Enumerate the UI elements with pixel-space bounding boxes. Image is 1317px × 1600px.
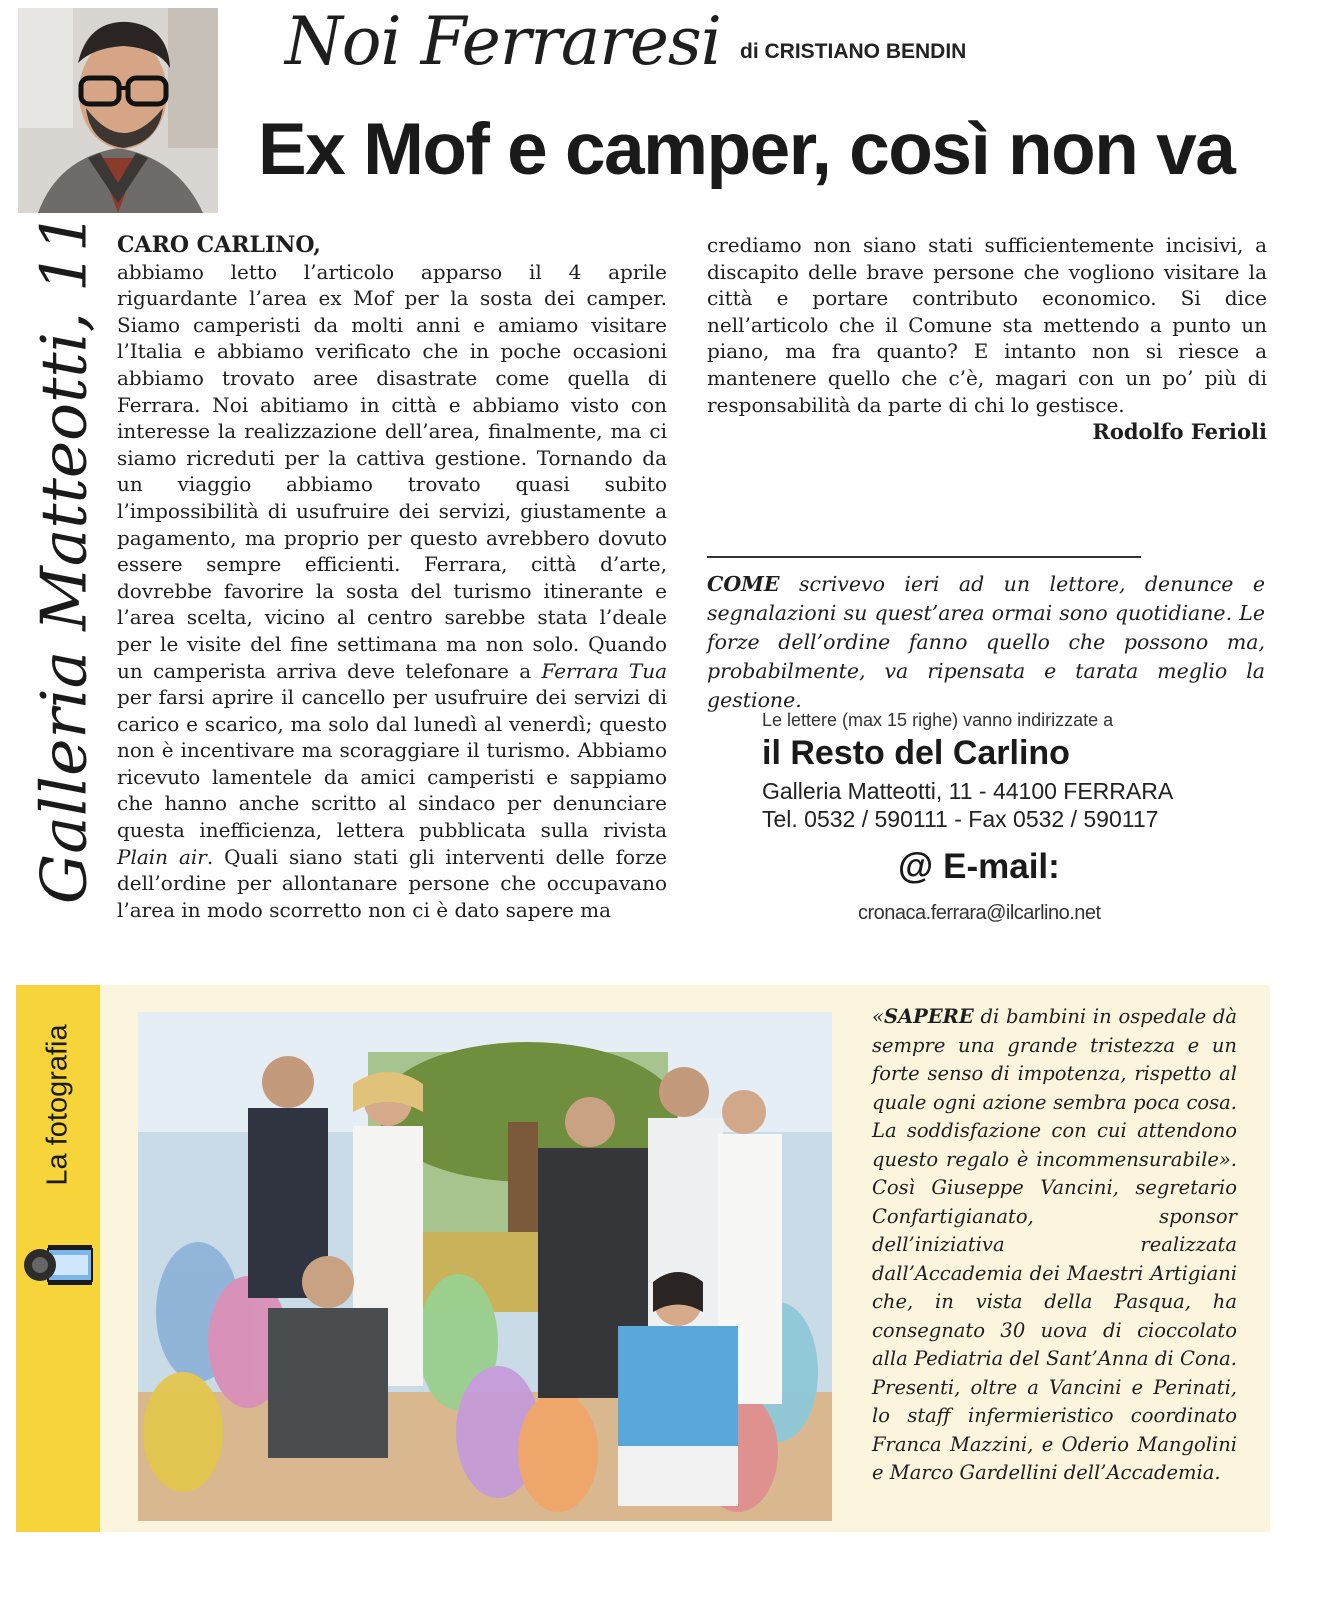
editor-reply-text: scrivevo ieri ad un lettore, denunce e segnalazioni su quest’area ormai sono quotidiane. Le forze dell’ordine fanno quello che possono ma, probabilmente, va ripensata e tarata meglio la gestione. [707,572,1265,712]
letter-ferrara-tua: Ferrara Tua [541,658,668,683]
byline: di CRISTIANO BENDIN [740,40,967,63]
photo-caption [872,1003,1237,1488]
photo-sidebar [16,985,100,1532]
film-roll-icon [22,1235,96,1295]
vertical-address [18,211,110,905]
letter-signature: Rodolfo Ferioli [1092,419,1267,445]
letter-column-2-flow [707,232,1267,446]
group-photo-illustration [138,1012,832,1521]
email-label-row [898,845,1060,887]
column-title: Noi Ferraresi [285,3,721,80]
letter-text-part-3: . Quali siano stati gli interventi delle forze dell’ordine per allontanare persone che occupavano l’area in modo scorretto non ci è dato sapere ma [117,844,667,922]
group-photo [138,1012,832,1521]
author-photo [18,8,218,213]
at-icon: @ [898,845,934,886]
contact-phone: Tel. 0532 / 590111 - Fax 0532 / 590117 [762,806,1159,832]
contact-address: Galleria Matteotti, 11 - 44100 FERRARA [762,778,1174,804]
letter-text-part-2: per farsi aprire il cancello per usufruire dei servizi di carico e scarico, ma solo dal lunedì al venerdì; questo non è incentivare ma scoraggiare il turismo. Abbiamo ricevuto lamentele da amici camperisti e sappiamo che hanno anche scritto al sindaco per denunciare questa inefficienza, lettera pubblicata sulla rivista [117,685,667,843]
email-label: E-mail: [943,847,1060,886]
headline: Ex Mof e camper, così non va [258,109,1235,190]
caption-open-quote: « [872,1005,884,1028]
vertical-address-text: Galleria Matteotti, 11 [27,211,101,905]
caption-lead: SAPERE [883,1005,974,1028]
letter-plain-air: Plain air [117,844,207,869]
letter-salutation: CARO CARLINO, [117,232,321,258]
caption-text: di bambini in ospedale dà sempre una grande tristezza e un forte senso di impotenza, rispetto al quale ogni azione sembra poca cosa. La soddisfazione con cui attendono questo regalo è incommensurabile». Così Giuseppe Vancini, segretario Confartigianato, sponsor dell’iniziativa realizzata dall’Accademia dei Maestri Artigiani che, in vista della Pasqua, ha consegnato 30 uova di cioccolato alla Pediatria del Sant’Anna di Cona. Presenti, oltre a Vancini e Perinati, lo staff infermieristico coordinato Franca Mazzini, e Oderio Mangolini e Marco Gardellini dell’Accademia. [872,1005,1238,1484]
editor-reply-lead: COME [707,572,780,596]
author-portrait-illustration [18,8,218,213]
email-address[interactable]: cronaca.ferrara@ilcarlino.net [858,902,1101,924]
contact-note: Le lettere (max 15 righe) vanno indirizzate a [762,710,1114,730]
photo-section-label: La fotografia [41,1024,74,1186]
letter-text-part-1: abbiamo letto l’articolo apparso il 4 aprile riguardante l’area ex Mof per la sosta dei camper. Siamo camperisti da molti anni e amiamo visitare l’Italia e abbiamo verificato che in poche occasioni abbiamo trovato aree disastrate come quella di Ferrara. Noi abitiamo in città e abbiamo visto con interesse la realizzazione dell’area, finalmente, ma ci siamo ricreduti per la cattiva gestione. Tornando da un viaggio abbiamo trovato quasi subito l’impossibilità di usufruire dei servizi, giustamente a pagamento, ma proprio per questo avrebbero dovuto essere sempre efficienti. Ferrara, città d’arte, dovrebbe favorire la sosta del turismo itinerante e l’area scelta, vicino al centro sarebbe stata l’deale per le visite del fine settimana ma non solo. Quando un camperista arriva deve telefonare a [117,259,667,683]
editor-reply [707,570,1265,715]
letter-column-2-text: crediamo non siano stati sufficientemente incisivi, a discapito delle brave persone che vogliono visitare la città e portare contributo economico. Si dice nell’articolo che il Comune sta mettendo a punto un piano, ma fra quanto? E intanto non si riesce a mantenere quello che c’è, magari con un po’ più di responsabilità da parte di chi lo gestisce. [707,233,1267,417]
editor-divider [707,556,1141,558]
newspaper-name: il Resto del Carlino [762,734,1070,772]
letter-column-1 [117,232,667,923]
